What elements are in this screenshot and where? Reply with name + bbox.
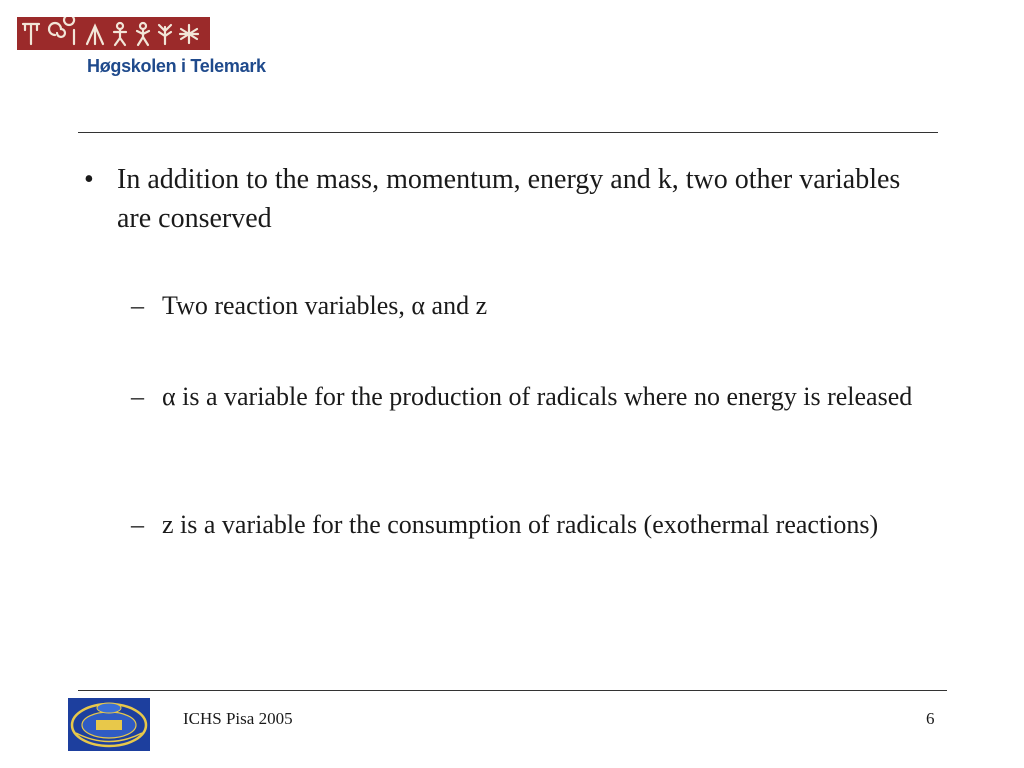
institution-logo-banner [17,17,210,50]
sub-bullet-text: α is a variable for the production of radicals where no energy is released [162,382,913,411]
sub-bullet [131,287,931,325]
sub-bullet [131,378,931,416]
main-bullet [84,160,904,238]
sub-bullet-text: z is a variable for the consumption of radicals (exothermal reactions) [162,510,879,539]
sub-bullet [131,506,931,544]
institution-name: Høgskolen i Telemark [87,56,266,76]
dash-marker: – [131,382,144,411]
conference-emblem-icon [68,698,150,751]
bottom-divider [78,690,947,691]
dash-marker: – [131,291,144,320]
sub-bullet-text: Two reaction variables, α and z [162,291,488,320]
rune-figures-icon [17,17,210,50]
page-number: 6 [926,709,935,728]
bullet-marker: • [84,164,94,195]
footer-title: ICHS Pisa 2005 [183,709,293,728]
dash-marker: – [131,510,144,539]
conference-logo [68,698,150,751]
top-divider [78,132,938,133]
main-bullet-text: In addition to the mass, momentum, energy and k, two other variables are conserved [117,164,901,234]
